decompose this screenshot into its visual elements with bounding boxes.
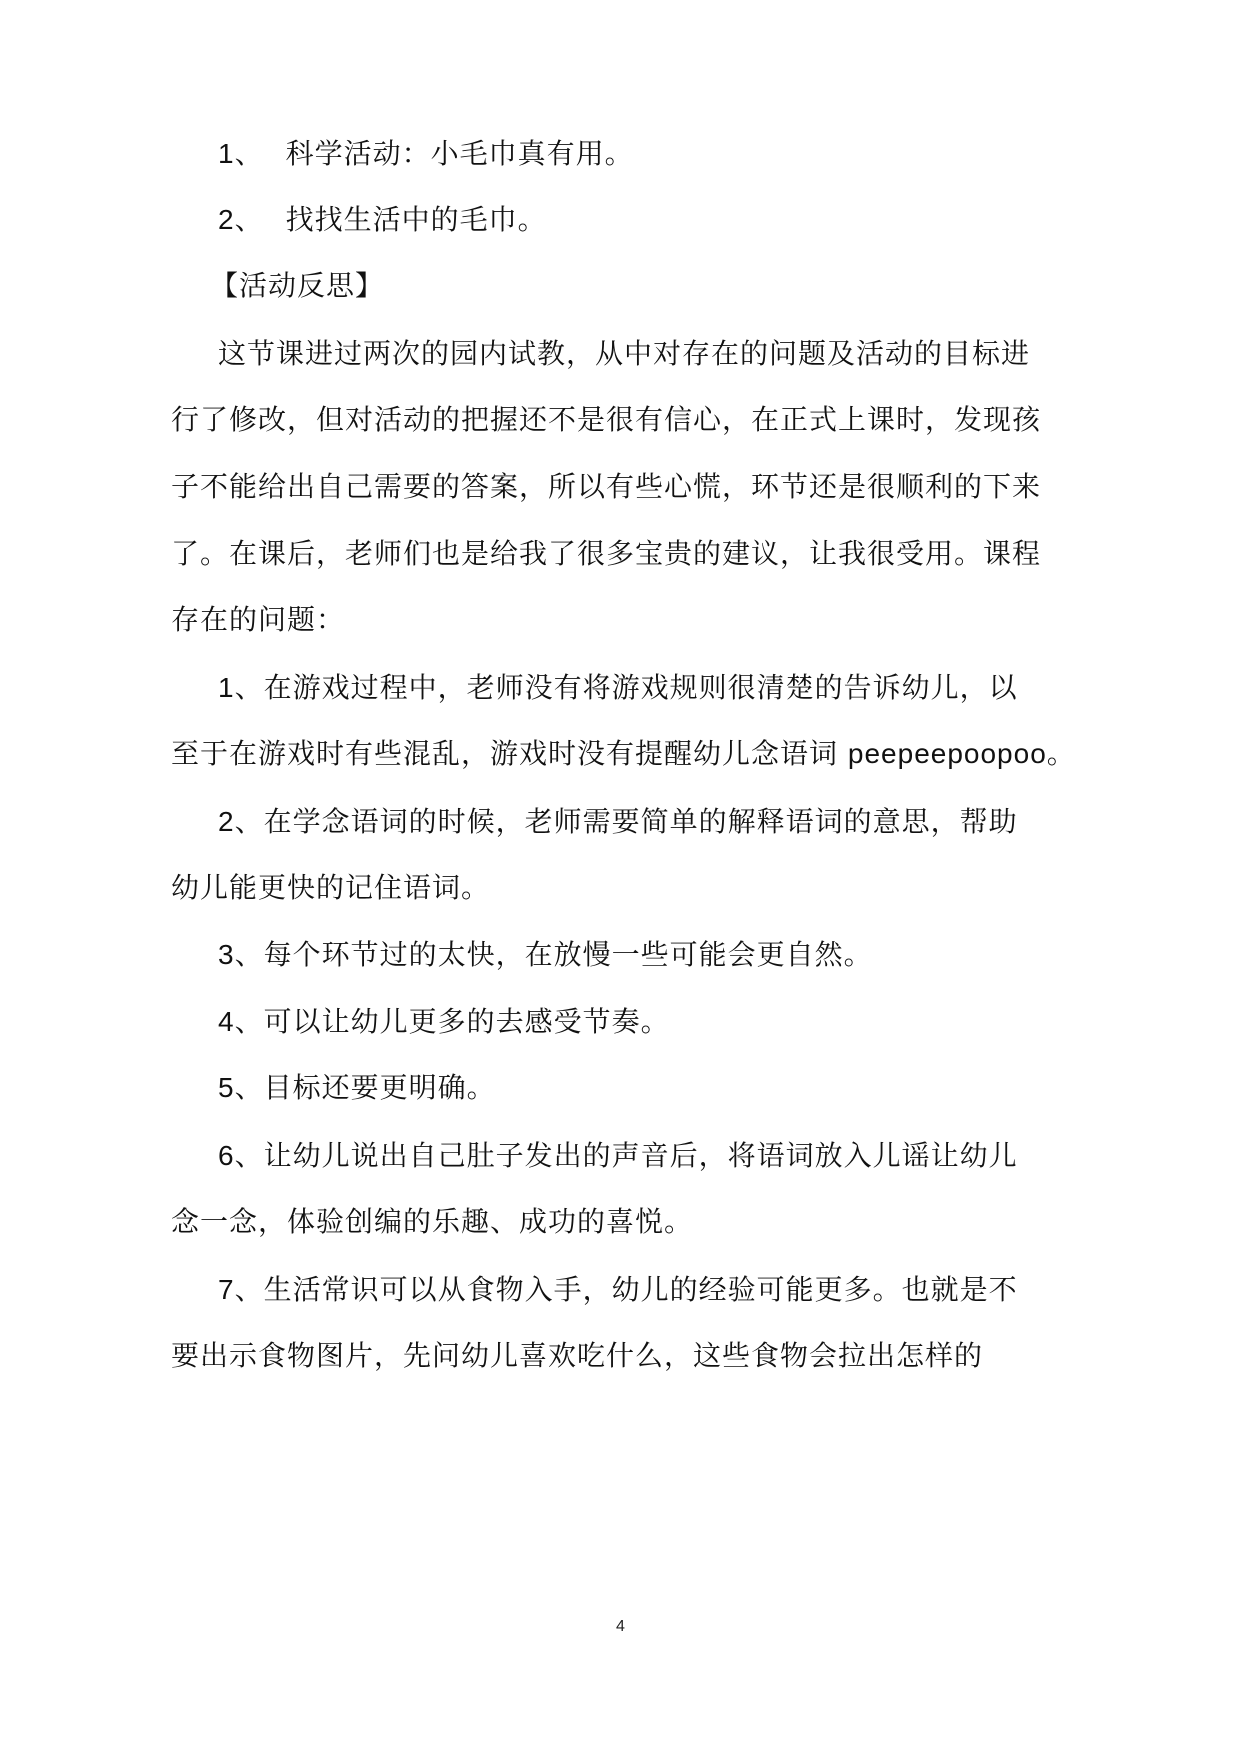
list-item-continuation (171, 734, 1076, 774)
list-number: 1、 (218, 138, 264, 169)
list-text: 、让幼儿说出自己肚子发出的声音后，将语词放入儿谣让幼儿 (234, 1139, 1018, 1172)
list-number: 7 (218, 1274, 235, 1305)
list-text: 至于在游戏时有些混乱，游戏时没有提醒幼儿念语词 (171, 737, 848, 770)
list-number: 1 (218, 672, 235, 703)
list-text: 、目标还要更明确。 (234, 1071, 496, 1104)
paragraph-line: 了。在课后，老师们也是给我了很多宝贵的建议，让我很受用。课程 (171, 537, 1042, 570)
list-number: 3 (218, 939, 235, 970)
list-item (218, 668, 1018, 708)
list-item (218, 802, 1018, 842)
paragraph-line: 行了修改，但对活动的把握还不是很有信心，在正式上课时，发现孩 (171, 403, 1042, 436)
list-item (218, 1002, 670, 1042)
list-item (218, 200, 547, 240)
list-item-continuation: 念一念，体验创编的乐趣、成功的喜悦。 (171, 1205, 694, 1238)
list-number: 4 (218, 1006, 235, 1037)
list-item-continuation: 要出示食物图片，先问幼儿喜欢吃什么，这些食物会拉出怎样的 (171, 1339, 984, 1372)
list-text: 、生活常识可以从食物入手，幼儿的经验可能更多。也就是不 (234, 1273, 1018, 1306)
list-number: 2 (218, 806, 235, 837)
list-number: 5 (218, 1072, 235, 1103)
paragraph-line: 存在的问题： (171, 603, 346, 636)
list-number: 2、 (218, 204, 264, 235)
paragraph-line: 这节课进过两次的园内试教，从中对存在的问题及活动的目标进 (218, 337, 1031, 370)
section-heading: 【活动反思】 (210, 269, 385, 302)
list-text: 科学活动：小毛巾真有用。 (285, 137, 634, 170)
list-item (218, 1068, 496, 1108)
list-text: 、在游戏过程中，老师没有将游戏规则很清楚的告诉幼儿，以 (234, 671, 1018, 704)
paragraph-line: 子不能给出自己需要的答案，所以有些心慌，环节还是很顺利的下来 (171, 470, 1042, 503)
list-item (218, 1270, 1018, 1310)
latin-word: peepeepoopoo (847, 738, 1047, 769)
list-text: 、在学念语词的时候，老师需要简单的解释语词的意思，帮助 (234, 805, 1018, 838)
list-text: 、每个环节过的太快，在放慢一些可能会更自然。 (234, 938, 873, 971)
list-text-end: 。 (1046, 737, 1076, 770)
list-item-continuation: 幼儿能更快的记住语词。 (171, 871, 491, 904)
list-text: 、可以让幼儿更多的去感受节奏。 (234, 1005, 670, 1038)
list-item (218, 935, 873, 975)
list-item (218, 134, 634, 174)
list-number: 6 (218, 1140, 235, 1171)
page-number: 4 (616, 1618, 625, 1635)
list-text: 找找生活中的毛巾。 (285, 203, 547, 236)
list-item (218, 1136, 1018, 1176)
